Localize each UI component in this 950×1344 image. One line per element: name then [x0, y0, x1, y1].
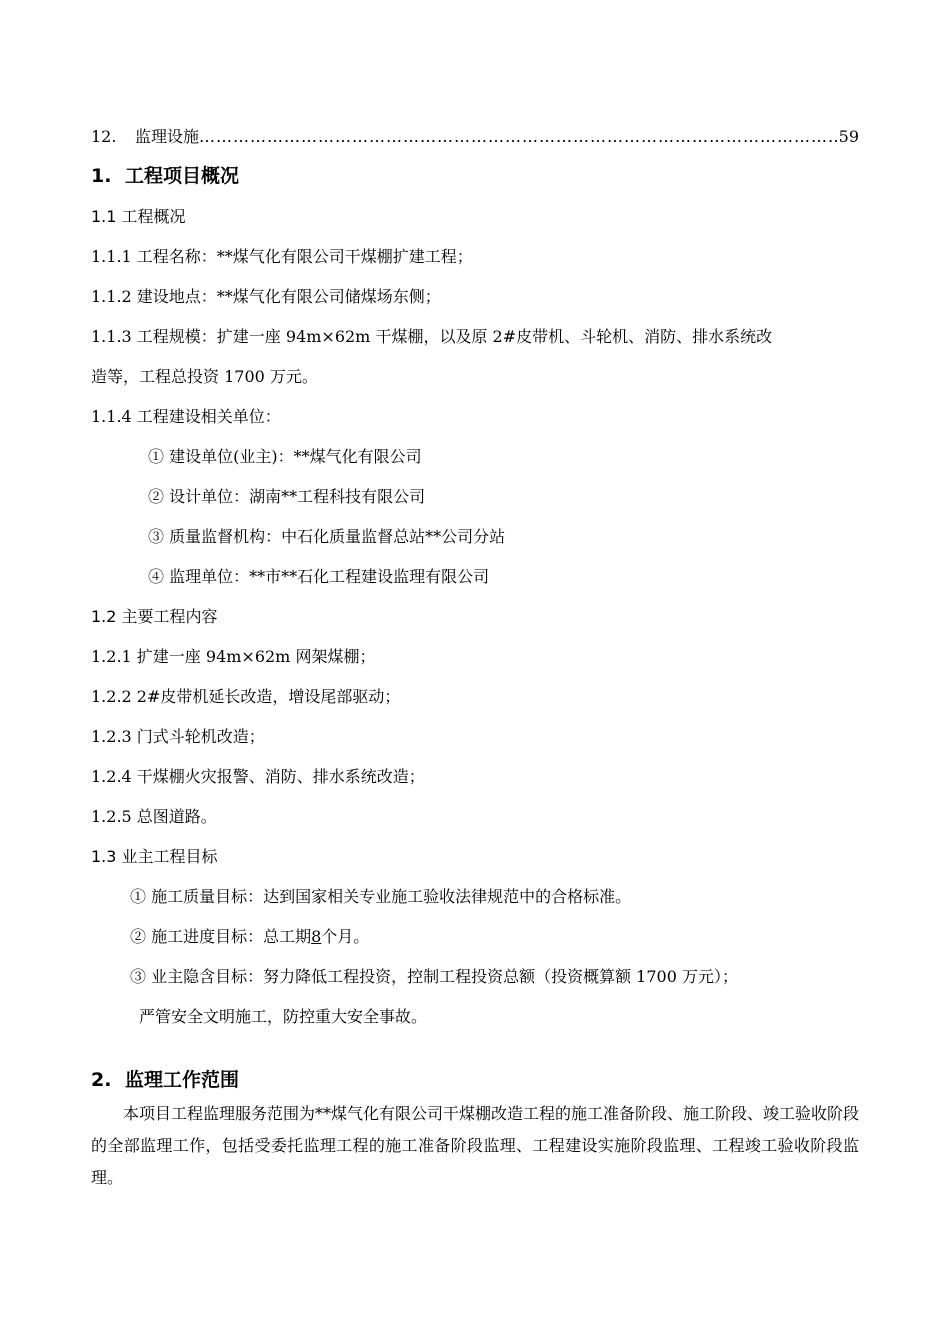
section-1-heading — [91, 162, 239, 190]
item-1-2-5: 1.2.5 总图道路。 — [91, 807, 217, 826]
toc-title: 监理设施 — [135, 127, 200, 146]
goal-implicit: ③ 业主隐含目标：努力降低工程投资，控制工程投资总额（投资概算额 1700 万元）； — [130, 967, 738, 986]
goal-quality: ① 施工质量目标：达到国家相关专业施工验收法律规范中的合格标准。 — [130, 887, 632, 906]
goal-implicit-cont: 严管安全文明施工，防控重大安全事故。 — [139, 1007, 428, 1026]
section-2-paragraph: 本项目工程监理服务范围为**煤气化有限公司干煤棚改造工程的施工准备阶段、施工阶段、竣工验收阶段的全部监理工作，包括受委托监理工程的施工准备阶段监理、工程建设实施阶段监理、工程竣工验收阶段监理。 — [91, 1104, 860, 1187]
section-2-heading — [91, 1066, 239, 1094]
item-1-2-3: 1.2.3 门式斗轮机改造； — [91, 727, 265, 746]
unit-quality-supervisor: ③ 质量监督机构：中石化质量监督总站**公司分站 — [148, 527, 506, 546]
subsection-1-1-heading: 1.1 工程概况 — [91, 207, 186, 226]
item-1-2-1: 1.2.1 扩建一座 94m×62m 网架煤棚； — [91, 647, 376, 666]
item-1-1-3: 1.1.3 工程规模：扩建一座 94m×62m 干煤棚，以及原 2#皮带机、斗轮机、消防、排水系统改 — [91, 327, 773, 346]
unit-supervision: ④ 监理单位：**市**石化工程建设监理有限公司 — [148, 567, 490, 586]
unit-owner: ① 建设单位(业主)：**煤气化有限公司 — [148, 447, 422, 466]
subsection-1-3-heading: 1.3 业主工程目标 — [91, 847, 218, 866]
toc-entry[interactable] — [91, 125, 859, 149]
toc-page-number: 59 — [838, 127, 859, 146]
section-1-number: 1. — [91, 165, 112, 187]
unit-designer: ② 设计单位：湖南**工程科技有限公司 — [148, 487, 426, 506]
section-1-title: 工程项目概况 — [125, 165, 240, 187]
goal-schedule-duration: 8 — [311, 927, 322, 946]
toc-leader-dots — [199, 125, 837, 149]
goal-schedule — [130, 925, 369, 949]
item-1-1-2: 1.1.2 建设地点：**煤气化有限公司储煤场东侧； — [91, 287, 441, 306]
item-1-1-3-cont: 造等，工程总投资 1700 万元。 — [91, 367, 318, 386]
section-2-number: 2. — [91, 1069, 112, 1091]
goal-schedule-suffix: 个月。 — [321, 927, 370, 946]
item-1-2-2: 1.2.2 2#皮带机延长改造，增设尾部驱动； — [91, 687, 401, 706]
toc-number: 12. — [91, 127, 117, 146]
item-1-1-4: 1.1.4 工程建设相关单位： — [91, 407, 281, 426]
subsection-1-2-heading: 1.2 主要工程内容 — [91, 607, 218, 626]
item-1-2-4: 1.2.4 干煤棚火灾报警、消防、排水系统改造； — [91, 767, 425, 786]
item-1-1-1: 1.1.1 工程名称：**煤气化有限公司干煤棚扩建工程； — [91, 247, 473, 266]
goal-schedule-prefix: ② 施工进度目标：总工期 — [130, 927, 312, 946]
section-2-title: 监理工作范围 — [125, 1069, 240, 1091]
